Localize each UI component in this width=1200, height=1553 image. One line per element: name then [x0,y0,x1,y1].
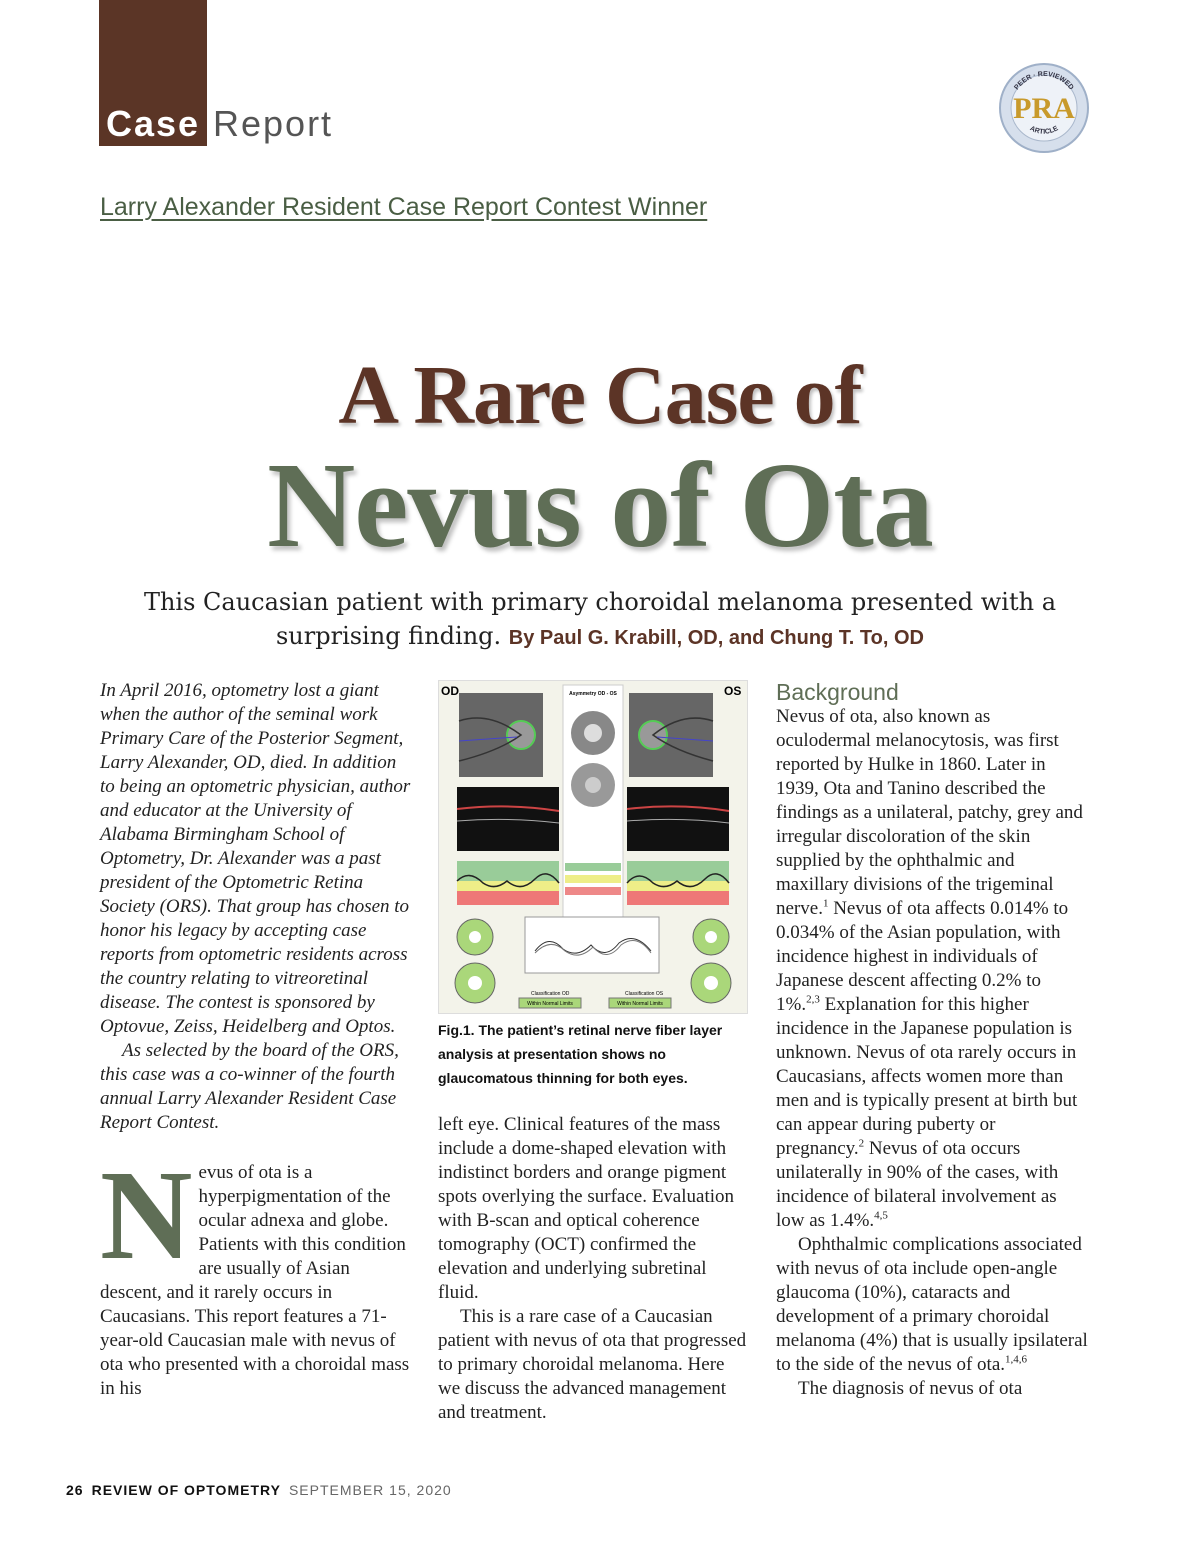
badge-ring-bottom: ARTICLE [1028,125,1060,136]
label-os: OS [724,684,742,698]
body-paragraph-2: This is a rare case of a Caucasian patient with nevus of ota that progressed to primary choroidal melanoma. Here we discuss the advanced management and treatment. [438,1306,747,1423]
byline: By Paul G. Krabill, OD, and Chung T. To, OD [508,627,924,649]
drop-cap: N [100,1144,193,1286]
classification-od-value: Within Normal Limits [527,1001,573,1007]
body-paragraph-1-continued: left eye. Clinical features of the mass include a dome-shaped elevation with indistinct borders and orange pigment spots overlying the surface. Evaluation with B-scan and optical coherence tomography (OCT) confirmed the elevation and underlying subretinal fluid. [438,1114,735,1303]
rnfl-analysis-figure [438,680,748,1014]
issue-date: SEPTEMBER 15, 2020 [288,1482,452,1498]
label-od: OD [441,684,459,698]
page-footer [66,1482,452,1498]
body-paragraph-1 [100,1144,412,1401]
intro-paragraph: In April 2016, optometry lost a giant when the author of the seminal work Primary Care of the Posterior Segment, Larry Alexander, OD, died. In addition to being an optometric physician, author and educator at the University of Alabama Birmingham School of Optometry, Dr. Alexander was a past president of the Optometric Retina Society (ORS). That group has chosen to honor his legacy by accepting case reports from optometric residents across the country relating to vitreoretinal disease. The contest is sponsored by Optovue, Zeiss, Heidelberg and Optos. [100,680,411,1037]
deck [120,585,1080,655]
body-paragraph-1-text: evus of ota is a hyperpigmentation of the ocular adnexa and globe. Patients with this condition are usually of Asian descent, and it rarely occurs in Caucasians. This report features a 71-year-old Caucasian male with nevus of ota who presented with a choroidal mass in his [100,1162,410,1399]
page-number: 26 [66,1482,84,1498]
column-1 [100,679,412,1401]
badge-letters: PRA [1013,92,1075,125]
asymmetry-label: Asymmetry OD - OS [569,691,617,697]
intro-paragraph-2: As selected by the board of the ORS, this case was a co-winner of the fourth annual Larry Alexander Resident Case Report Contest. [100,1040,399,1133]
column-2 [438,1113,750,1425]
peer-reviewed-badge-icon [998,62,1090,154]
background-paragraph-2: Ophthalmic complications associated with nevus of ota include open-angle glaucoma (10%), cataracts and development of a primary choroidal melanoma (4%) that is usually ipsilateral to the side of the nevus of ota.$^{1,4,6}$ [776,1234,1088,1375]
headline-line-1: A Rare Case of [338,349,862,442]
contest-kicker: Larry Alexander Resident Case Report Contest Winner [100,193,708,221]
badge-ring-top: PEER · REVIEWED [1013,70,1075,92]
background-paragraph-3: The diagnosis of nevus of ota [798,1378,1023,1399]
classification-os-value: Within Normal Limits [617,1001,663,1007]
background-heading: Background [776,679,899,705]
column-3 [776,679,1088,1401]
background-paragraph-1: Nevus of ota, also known as oculodermal melanocytosis, was first reported by Hulke in 1860. Later in 1939, Ota and Tanino described the findings as a unilateral, patchy, grey and irregular discoloration of the skin supplied by the ophthalmic and maxillary divisions of the trigeminal nerve.$^1$ Nevus of ota affects 0.014% to 0.034% of the Asian population, with incidence highest in individuals of Japanese descent affecting 0.2% to 1%.$^{2,3}$ Explanation for this higher incidence in the Japanese population is unknown. Nevus of ota rarely occurs in Caucasians, affects women more than men and is typically present at birth but can appear during puberty or pregnancy.$^2$ Nevus of ota occurs unilaterally in 90% of the cases, with incidence of bilateral involvement as low as 1.4%.$^{4,5}$ [776,706,1083,1231]
classification-os-label: Classification OS [625,991,664,997]
deck-text: This Caucasian patient with primary choroidal melanoma presented with a surprising finding. [143,588,1057,650]
magazine-name: REVIEW OF OPTOMETRY [91,1482,281,1498]
section-label-light: Report [213,102,334,144]
figure-caption: Fig.1. The patient’s retinal nerve fiber layer analysis at presentation shows no glaucomatous thinning for both eyes. [438,1022,723,1086]
classification-od-label: Classification OD [531,991,570,997]
section-label-bold: Case [105,102,201,144]
headline-line-2: Nevus of Ota [267,438,933,573]
